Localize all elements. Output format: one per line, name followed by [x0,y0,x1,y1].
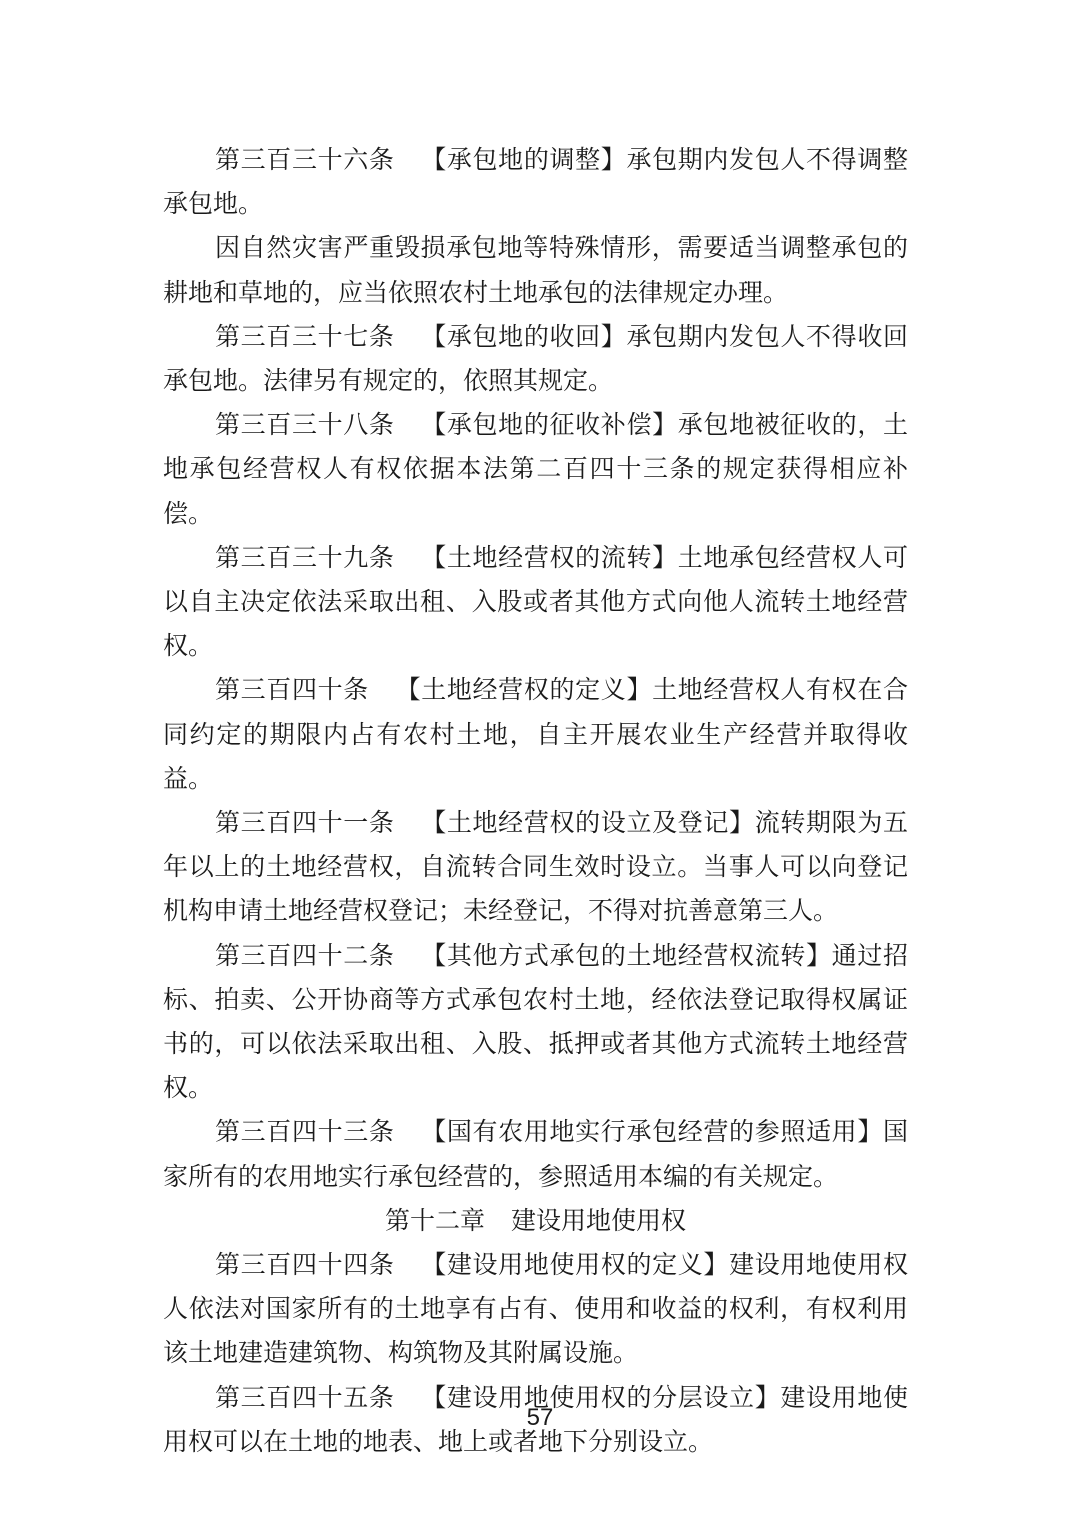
article-number: 第三百三十八条 [215,410,395,440]
article-text: 建设用地使用权人依法对国家所有的土地享有占有、使用和收益的权利，有权利用该土地建造建筑物、构筑物及其附属设施。 [163,1250,908,1368]
article-number: 第三百四十条 [215,675,369,705]
article-336 [163,138,908,226]
chapter-title: 建设用地使用权 [511,1205,687,1235]
article-title: 【土地经营权的流转】 [420,542,678,572]
article-number: 第三百四十一条 [215,808,395,838]
article-text: 承包期内发包人不得收回承包地。法律另有规定的，依照其规定。 [163,321,908,396]
article-text: 承包期内发包人不得调整承包地。 [163,145,908,219]
article-text: 土地经营权人有权在合同约定的期限内占有农村土地，自主开展农业生产经营并取得收益。 [163,675,908,793]
article-title: 【建设用地使用权的分层设立】 [420,1382,781,1412]
article-number: 第三百三十九条 [215,542,395,572]
page-body [163,138,908,1464]
article-title: 【承包地的收回】 [420,321,627,351]
article-title: 【建设用地使用权的定义】 [420,1250,730,1280]
article-339 [163,536,908,669]
paragraph-336-2 [163,226,908,314]
article-number: 第三百四十四条 [215,1250,395,1280]
article-text: 土地承包经营权人可以自主决定依法采取出租、入股或者其他方式向他人流转土地经营权。 [163,542,908,661]
article-title: 【土地经营权的定义】 [394,675,653,705]
article-338 [163,403,908,536]
article-number: 第三百三十六条 [215,145,395,174]
article-title: 【土地经营权的设立及登记】 [420,808,755,838]
article-342 [163,934,908,1111]
article-343 [163,1110,908,1198]
article-title: 【国有农用地实行承包经营的参照适用】 [420,1117,883,1147]
page-number: 57 [526,1404,554,1431]
article-text: 国家所有的农用地实行承包经营的，参照适用本编的有关规定。 [163,1117,908,1191]
article-title: 【其他方式承包的土地经营权流转】 [420,940,832,970]
paragraph-text: 因自然灾害严重毁损承包地等特殊情形，需要适当调整承包的耕地和草地的，应当依照农村土地承包的法律规定办理。 [163,233,908,307]
article-337 [163,315,908,403]
article-344 [163,1243,908,1376]
article-text: 承包地被征收的，土地承包经营权人有权依据本法第二百四十三条的规定获得相应补偿。 [163,410,908,528]
article-number: 第三百四十三条 [215,1117,395,1147]
article-number: 第三百三十七条 [215,321,395,351]
article-text: 建设用地使用权可以在土地的地表、地上或者地下分别设立。 [163,1382,908,1456]
article-number: 第三百四十二条 [215,940,395,970]
article-title: 【承包地的调整】 [420,145,627,174]
article-text: 通过招标、拍卖、公开协商等方式承包农村土地，经依法登记取得权属证书的，可以依法采取出租、入股、抵押或者其他方式流转土地经营权。 [163,940,908,1103]
chapter-number: 第十二章 [384,1205,485,1235]
chapter-heading [163,1199,908,1243]
article-title: 【承包地的征收补偿】 [420,410,678,440]
article-341 [163,801,908,934]
article-text: 流转期限为五年以上的土地经营权，自流转合同生效时设立。当事人可以向登记机构申请土地经营权登记；未经登记，不得对抗善意第三人。 [163,808,908,926]
article-340 [163,668,908,801]
article-number: 第三百四十五条 [215,1382,395,1412]
